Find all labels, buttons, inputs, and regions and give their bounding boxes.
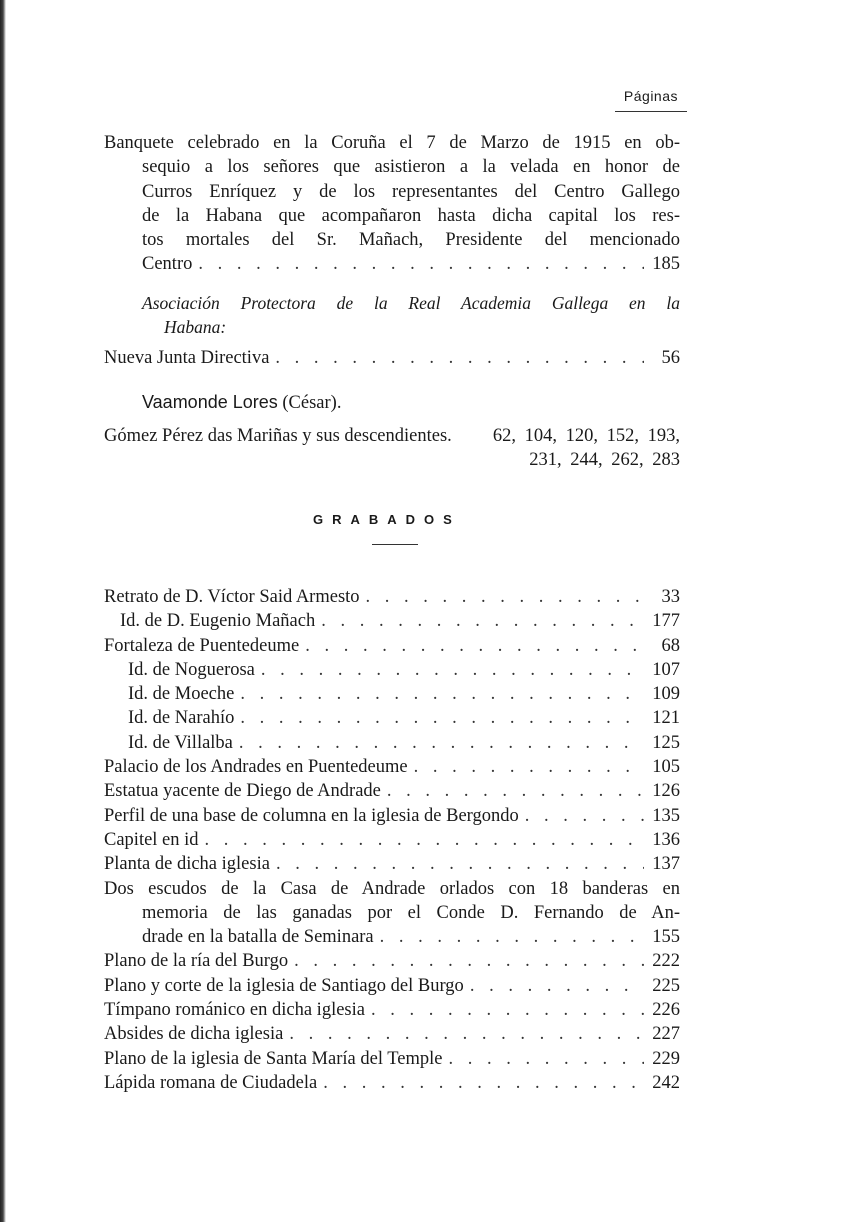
- book-spine-shadow: [0, 0, 6, 1222]
- leader-dots: [289, 1022, 644, 1046]
- gomez-pages-1: 62, 104, 120, 152, 193,: [492, 426, 680, 446]
- toc-entry-page: 125: [652, 732, 680, 753]
- leader-dots: [366, 585, 644, 609]
- toc-entry-page: 226: [652, 1000, 680, 1021]
- toc-entry-text: Tímpano románico en dicha iglesia: [104, 1000, 365, 1021]
- toc-entry: [104, 658, 680, 682]
- author-given: (César).: [282, 393, 342, 413]
- toc-entry: [104, 706, 680, 730]
- nueva-junta-text: Nueva Junta Directiva: [104, 348, 270, 368]
- banquete-line-1: Banquete celebrado en la Coruña el 7 de Marzo de 1915 en ob-: [104, 133, 680, 153]
- toc-entry-page: 222: [652, 951, 680, 972]
- toc-entry-page: 136: [652, 829, 680, 850]
- toc-entry-text: Fortaleza de Puentedeume: [104, 635, 300, 656]
- leader-dots: [305, 634, 644, 658]
- toc-entry-text: Estatua yacente de Diego de Andrade: [104, 781, 381, 802]
- toc-entry-page: 229: [652, 1048, 680, 1069]
- toc-entry: [104, 585, 680, 609]
- toc-entry-text: Id. de Narahío: [128, 708, 235, 729]
- toc-entry-page: 121: [652, 708, 680, 729]
- leader-dots: [276, 852, 644, 876]
- toc-entry-text: Id. de Moeche: [128, 684, 235, 705]
- section-rule: [372, 544, 418, 545]
- leader-dots: [198, 252, 644, 276]
- toc-entry-text: Id. de Noguerosa: [128, 659, 255, 680]
- grabados-list: [104, 585, 680, 1095]
- toc-entry-page: 33: [661, 587, 680, 607]
- toc-entry-text: Perfil de una base de columna en la iglesia de Bergondo: [104, 805, 519, 826]
- gomez-entry: [104, 424, 680, 473]
- toc-entry: [104, 755, 680, 779]
- toc-entry-page: 242: [652, 1072, 680, 1093]
- toc-entry: [104, 1047, 680, 1071]
- toc-entry: [104, 852, 680, 876]
- toc-entry: [104, 682, 680, 706]
- leader-dots: [414, 755, 644, 779]
- toc-entry-page: 68: [661, 635, 680, 656]
- toc-entry-page: 105: [652, 757, 680, 778]
- grabados-title: GRABADOS: [313, 512, 461, 527]
- nueva-junta-page: 56: [661, 348, 680, 368]
- escudos-line-1: Dos escudos de la Casa de Andrade orlados con 18 banderas en: [104, 878, 680, 899]
- toc-entry: [104, 634, 680, 658]
- leader-dots: [448, 1047, 644, 1071]
- escudos-line-3: drade en la batalla de Seminara: [142, 927, 374, 948]
- toc-entry: [104, 779, 680, 803]
- toc-entry-text: Plano y corte de la iglesia de Santiago del Burgo: [104, 975, 464, 996]
- leader-dots: [371, 998, 644, 1022]
- banquete-line-2: sequio a los señores que asistieron a la velada en honor de: [142, 157, 680, 178]
- banquete-line-3: Curros Enríquez y de los representantes del Centro Gallego: [142, 181, 680, 202]
- toc-entry-page: 135: [652, 805, 680, 826]
- escudos-entry: [104, 877, 680, 950]
- toc-entry-text: Capitel en id: [104, 829, 199, 850]
- author-name: Vaamonde Lores: [142, 392, 278, 412]
- toc-entry-text: Plano de la ría del Burgo: [104, 951, 289, 972]
- leader-dots: [321, 609, 644, 633]
- banquete-entry: [104, 131, 680, 277]
- asociacion-heading: [104, 291, 680, 340]
- toc-entry-text: Planta de dicha iglesia: [104, 854, 270, 875]
- leader-dots: [261, 658, 644, 682]
- banquete-line-4: de la Habana que acompañaron hasta dicha capital los res-: [142, 205, 680, 226]
- banquete-last-line: [104, 252, 680, 276]
- banquete-page: 185: [652, 254, 680, 275]
- escudos-page: 155: [652, 927, 680, 948]
- toc-entry-text: Absides de dicha iglesia: [104, 1024, 284, 1045]
- leader-dots: [387, 779, 644, 803]
- toc-entry-text: Lápida romana de Ciudadela: [104, 1072, 318, 1093]
- toc-entry-text: Plano de la iglesia de Santa María del Temple: [104, 1048, 443, 1069]
- leader-dots: [239, 731, 644, 755]
- gomez-pages-2: 231, 244, 262, 283: [529, 450, 680, 471]
- toc-entry: [104, 949, 680, 973]
- toc-entry: [104, 1022, 680, 1046]
- leader-dots: [380, 925, 644, 949]
- leader-dots: [205, 828, 644, 852]
- asociacion-line-1: Asociación Protectora de la Real Academia Gallega en la: [142, 293, 680, 313]
- leader-dots: [323, 1071, 644, 1095]
- toc-entry: [104, 731, 680, 755]
- toc-entry-text: Id. de D. Eugenio Mañach: [120, 611, 316, 632]
- toc-entry: [104, 974, 680, 998]
- leader-dots: [240, 706, 644, 730]
- toc-entry: [104, 1071, 680, 1095]
- asociacion-line-2: Habana:: [164, 317, 227, 338]
- toc-entry-page: 227: [652, 1024, 680, 1045]
- toc-entry: [104, 804, 680, 828]
- banquete-last-text: Centro: [142, 254, 193, 275]
- gomez-text: Gómez Pérez das Mariñas y sus descendientes.: [104, 426, 452, 446]
- leader-dots: [470, 974, 644, 998]
- toc-entry-text: Palacio de los Andrades en Puentedeume: [104, 757, 408, 778]
- banquete-line-5: tos mortales del Sr. Mañach, Presidente del mencionado: [142, 230, 680, 251]
- toc-entry: [104, 828, 680, 852]
- toc-entry-text: Retrato de D. Víctor Said Armesto: [104, 587, 360, 607]
- nueva-junta-entry: [104, 346, 680, 370]
- leader-dots: [275, 346, 644, 370]
- author-heading: [104, 390, 680, 415]
- toc-entry-page: 137: [652, 854, 680, 875]
- toc-entry-text: Id. de Villalba: [128, 732, 233, 753]
- toc-entry-page: 177: [652, 611, 680, 632]
- leader-dots: [240, 682, 644, 706]
- escudos-line-2: memoria de las ganadas por el Conde D. Fernando de An-: [142, 902, 680, 923]
- toc-entry: [104, 609, 680, 633]
- header-rule: [615, 111, 687, 112]
- toc-entry: [104, 998, 680, 1022]
- toc-entry-page: 109: [652, 684, 680, 705]
- leader-dots: [294, 949, 644, 973]
- toc-entry-page: 126: [652, 781, 680, 802]
- leader-dots: [525, 804, 644, 828]
- toc-entry-page: 225: [652, 975, 680, 996]
- paginas-header: Páginas: [623, 88, 678, 104]
- toc-entry-page: 107: [652, 659, 680, 680]
